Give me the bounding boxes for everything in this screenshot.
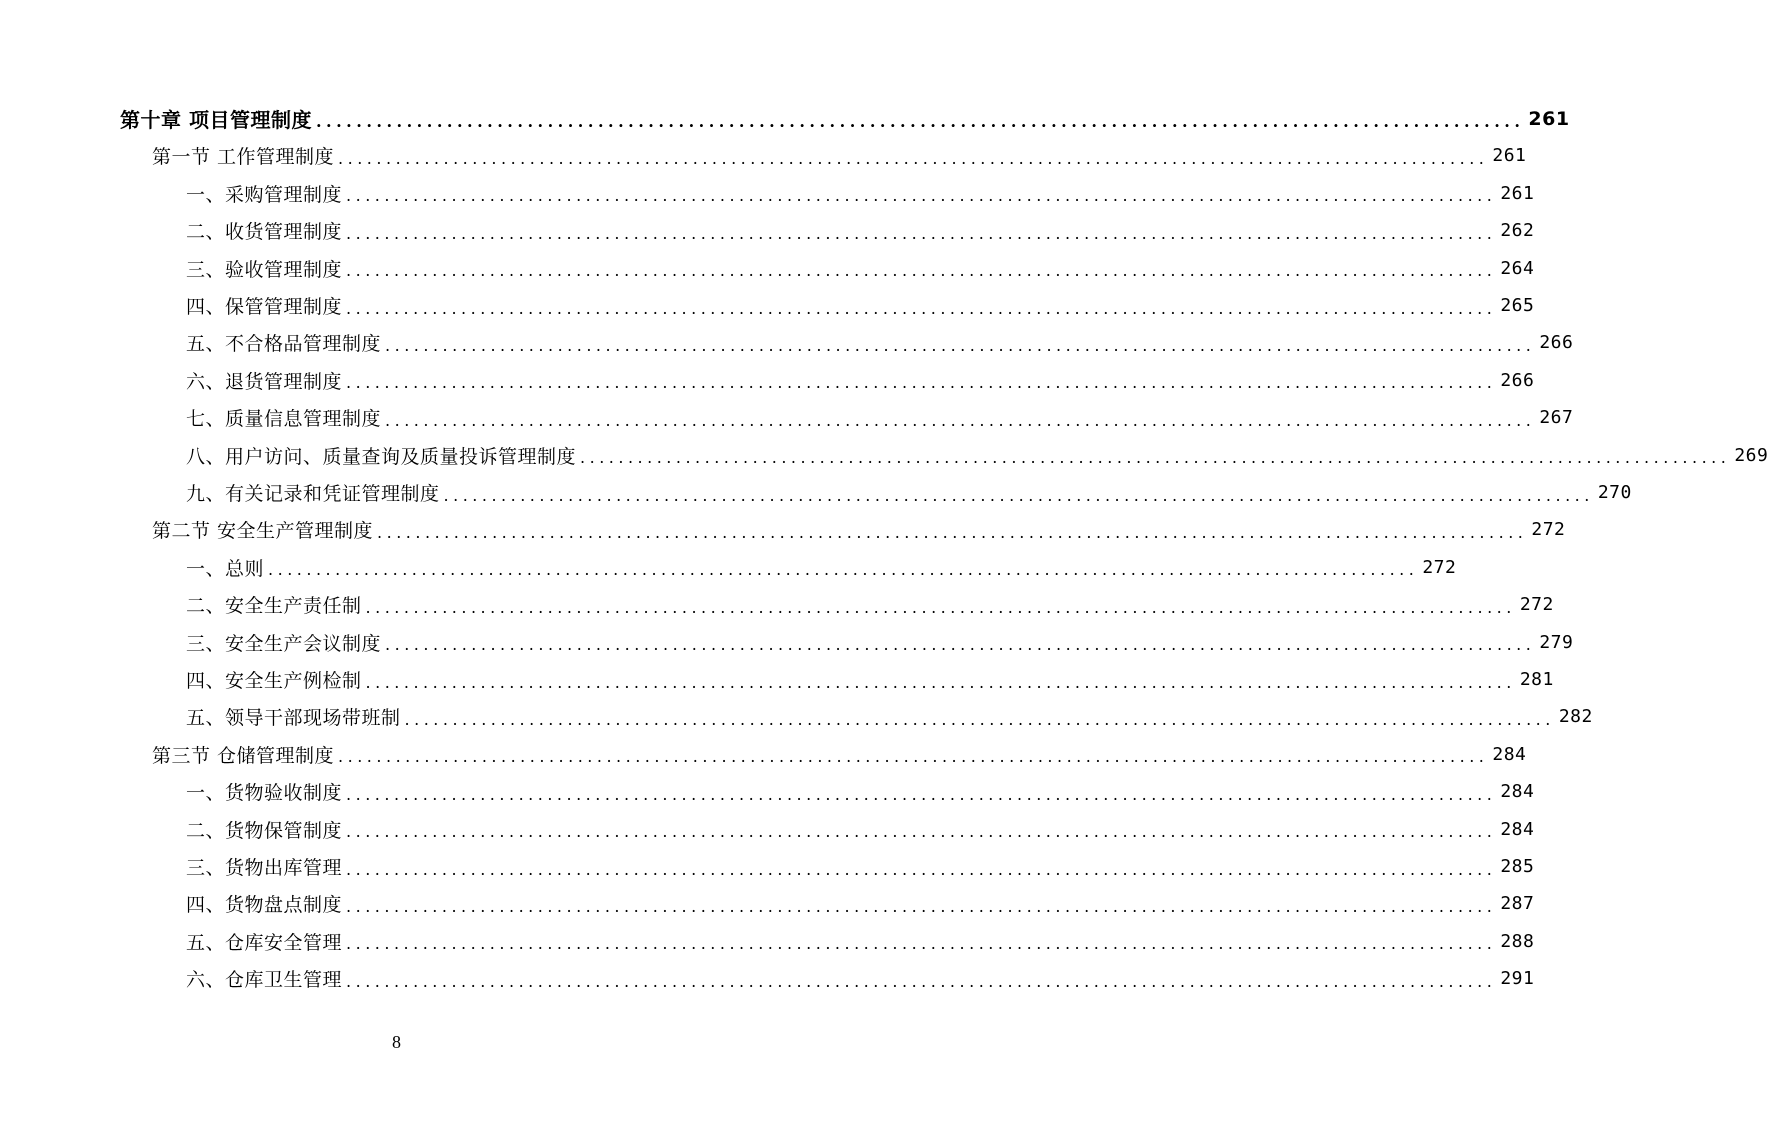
toc-dot-leader: ........................................................................................................................ [346, 859, 1497, 879]
toc-item-entry[interactable] [186, 437, 1768, 474]
toc-item-entry[interactable] [186, 661, 1554, 698]
toc-entry-title: 七、质量信息管理制度 [186, 408, 382, 431]
toc-dot-leader: ........................................................................................................................ [338, 148, 1489, 168]
toc-entry-title: 一、总则 [186, 557, 265, 580]
toc-entry-title: 一、采购管理制度 [186, 183, 343, 206]
toc-entry-page: 284 [1492, 743, 1527, 765]
toc-entry-page: 287 [1500, 893, 1535, 915]
toc-item-entry[interactable] [186, 773, 1535, 810]
page-number: 8 [392, 1032, 401, 1052]
toc-entry-title: 一、货物验收制度 [186, 782, 343, 805]
toc-dot-leader: ........................................................................................................................ [346, 223, 1497, 243]
toc-dot-leader: ........................................................................................................................ [346, 261, 1497, 281]
toc-entry-page: 281 [1519, 669, 1554, 690]
toc-entry-title: 四、安全生产例检制 [186, 670, 362, 692]
toc-dot-leader: ........................................................................................................................ [346, 971, 1497, 991]
toc-entry-title: 二、货物保管制度 [186, 819, 343, 842]
toc-entry-page: 270 [1597, 482, 1632, 503]
toc-entry-page: 266 [1500, 369, 1535, 391]
toc-dot-leader: ........................................................................................................................ [385, 410, 1536, 430]
toc-entry-page: 261 [1492, 145, 1527, 167]
toc-item-entry[interactable] [186, 848, 1535, 885]
toc-entry-title: 二、安全生产责任制 [186, 595, 362, 618]
toc-item-entry[interactable] [186, 250, 1535, 287]
toc-entry-title: 六、退货管理制度 [186, 370, 343, 393]
toc-item-entry[interactable] [186, 960, 1535, 997]
toc-chapter-entry[interactable] [120, 100, 1570, 137]
toc-entry-page: 284 [1500, 818, 1535, 840]
toc-item-entry[interactable] [186, 923, 1535, 960]
toc-dot-leader: ........................................................................................................................ [268, 560, 1419, 580]
toc-entry-title: 第二节 安全生产管理制度 [152, 520, 374, 543]
toc-dot-leader: ........................................................................................................................ [346, 822, 1497, 842]
toc-item-entry[interactable] [186, 175, 1535, 212]
toc-entry-page: 266 [1539, 332, 1574, 354]
toc-dot-leader: ........................................................................................................................ [365, 597, 1516, 617]
toc-item-entry[interactable] [186, 287, 1535, 324]
toc-item-entry[interactable] [186, 212, 1535, 249]
toc-dot-leader: ........................................................................................................................ [443, 485, 1594, 505]
toc-entry-title: 四、保管管理制度 [186, 296, 343, 318]
toc-item-entry[interactable] [186, 399, 1574, 436]
toc-item-entry[interactable] [186, 586, 1554, 623]
toc-section-entry[interactable] [152, 137, 1527, 174]
toc-dot-leader: ........................................................................................................................ [580, 448, 1731, 468]
toc-entry-page: 291 [1500, 968, 1535, 990]
toc-item-entry[interactable] [186, 474, 1632, 511]
toc-entry-page: 264 [1500, 257, 1535, 279]
toc-entry-title: 五、领导干部现场带班制 [186, 707, 401, 730]
toc-entry-page: 284 [1500, 781, 1535, 803]
toc-dot-leader: ........................................................................................................................ [315, 111, 1525, 131]
toc-entry-title: 八、用户访问、质量查询及质量投诉管理制度 [186, 445, 577, 468]
toc-entry-title: 三、安全生产会议制度 [186, 632, 382, 655]
toc-entry-page: 261 [1528, 107, 1570, 130]
toc-dot-leader: ........................................................................................................................ [338, 747, 1489, 767]
toc-dot-leader: ........................................................................................................................ [365, 672, 1516, 692]
toc-dot-leader: ........................................................................................................................ [346, 934, 1497, 954]
toc-entry-title: 第一节 工作管理制度 [152, 146, 335, 169]
toc-item-entry[interactable] [186, 811, 1535, 848]
toc-dot-leader: ........................................................................................................................ [346, 784, 1497, 804]
toc-dot-leader: ........................................................................................................................ [377, 522, 1528, 542]
toc-dot-leader: ........................................................................................................................ [346, 373, 1497, 393]
toc-entry-title: 第三节 仓储管理制度 [152, 744, 335, 767]
toc-entry-page: 288 [1500, 930, 1535, 952]
toc-item-entry[interactable] [186, 885, 1535, 922]
toc-entry-page: 262 [1500, 220, 1535, 242]
toc-entry-page: 267 [1539, 407, 1574, 429]
toc-entry-page: 282 [1558, 706, 1593, 728]
toc-entry-page: 261 [1500, 182, 1535, 204]
toc-entry-title: 二、收货管理制度 [186, 221, 343, 244]
toc-section-entry[interactable] [152, 736, 1527, 773]
toc-entry-title: 五、不合格品管理制度 [186, 333, 382, 356]
toc-entry-title: 五、仓库安全管理 [186, 931, 343, 954]
toc-item-entry[interactable] [186, 362, 1535, 399]
toc-dot-leader: ........................................................................................................................ [346, 186, 1497, 206]
toc-entry-page: 269 [1734, 444, 1768, 466]
toc-entry-title: 九、有关记录和凭证管理制度 [186, 483, 440, 505]
toc-entry-title: 三、货物出库管理 [186, 857, 343, 879]
toc-dot-leader: ........................................................................................................................ [385, 635, 1536, 655]
toc-entry-page: 279 [1539, 631, 1574, 653]
toc-item-entry[interactable] [186, 324, 1574, 361]
toc-entry-page: 272 [1519, 594, 1554, 616]
toc-entry-title: 三、验收管理制度 [186, 258, 343, 281]
toc-entry-page: 265 [1500, 295, 1535, 316]
toc-entry-page: 272 [1422, 556, 1457, 578]
toc-entry-title: 四、货物盘点制度 [186, 894, 343, 917]
toc-dot-leader: ........................................................................................................................ [404, 709, 1555, 729]
toc-item-entry[interactable] [186, 624, 1574, 661]
toc-section-entry[interactable] [152, 511, 1566, 548]
toc-dot-leader: ........................................................................................................................ [346, 896, 1497, 916]
toc-entry-title: 第十章 项目管理制度 [120, 108, 312, 132]
toc-dot-leader: ........................................................................................................................ [385, 335, 1536, 355]
toc-entry-title: 六、仓库卫生管理 [186, 969, 343, 992]
toc-dot-leader: ........................................................................................................................ [346, 298, 1497, 318]
toc-entry-page: 285 [1500, 856, 1535, 877]
toc-item-entry[interactable] [186, 549, 1457, 586]
toc-entry-page: 272 [1531, 519, 1566, 541]
toc-item-entry[interactable] [186, 698, 1593, 735]
